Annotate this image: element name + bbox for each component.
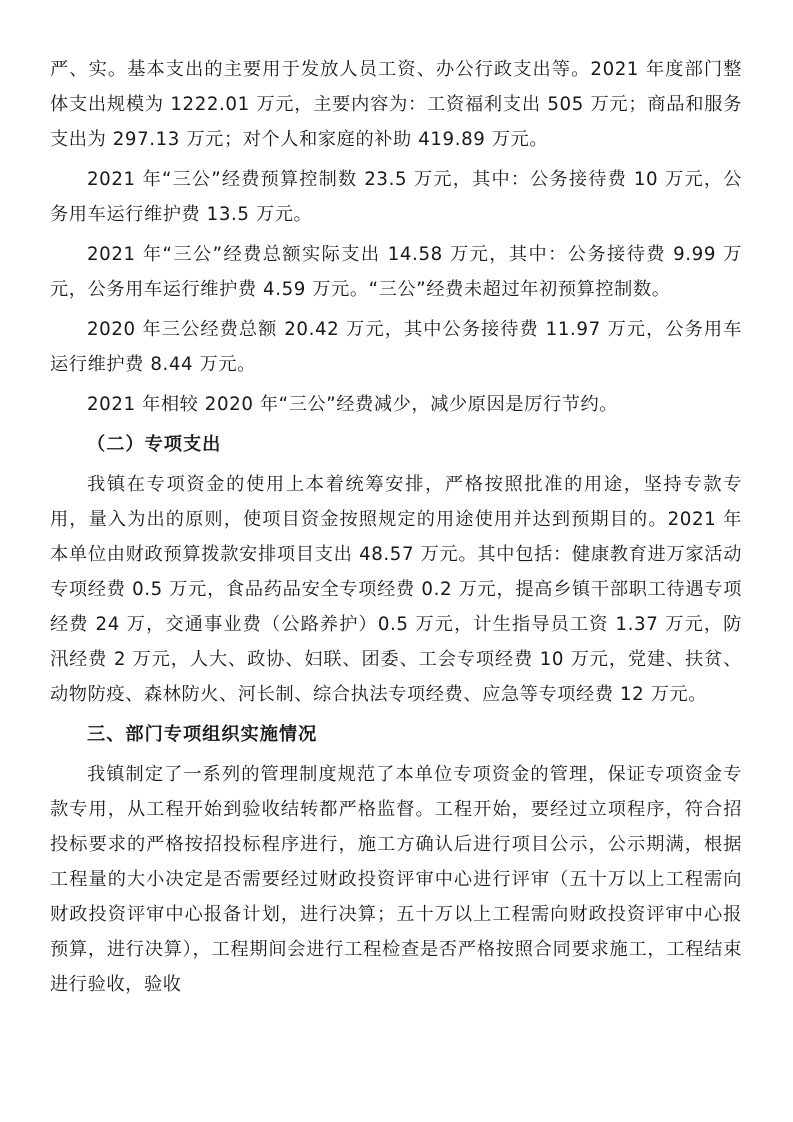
paragraph-three-public-actual: 2021 年“三公”经费总额实际支出 14.58 万元，其中：公务接待费 9.99 万元，公务用车运行维护费 4.59 万元。“三公”经费未超过年初预算控制数。 xyxy=(50,244,742,300)
paragraph-implementation: 我镇制定了一系列的管理制度规范了本单位专项资金的管理，保证专项资金专款专用，从工程开始到验收结转都严格监督。工程开始，要经过立项程序，符合招投标要求的严格按招投标程序进行，施工方确认后进行项目公示，公示期满，根据工程量的大小决定是否需要经过财政投资评审中心进行评审（五十万以上工程需向财政投资评审中心报备计划，进行决算；五十万以上工程需向财政投资评审中心报预算，进行决算），工程期间会进行工程检查是否严格按照合同要求施工，工程结束进行验收，验收 xyxy=(50,764,742,995)
paragraph-three-public-comparison: 2021 年相较 2020 年“三公”经费减少，减少原因是厉行节约。 xyxy=(87,394,619,415)
paragraph-overall-expenditure: 严、实。基本支出的主要用于发放人员工资、办公行政支出等。2021 年度部门整体支出规模为 1222.01 万元，主要内容为：工资福利支出 505 万元；商品和服务支出为 297.13 万元；对个人和家庭的补助 419.89 万元。 xyxy=(50,59,742,150)
document-body xyxy=(50,52,742,1002)
paragraph-three-public-budget: 2021 年“三公”经费预算控制数 23.5 万元，其中：公务接待费 10 万元，公务用车运行维护费 13.5 万元。 xyxy=(50,169,742,225)
section-heading-special-expenditure: （二）专项支出 xyxy=(87,434,222,455)
paragraph-special-funds: 我镇在专项资金的使用上本着统筹安排，严格按照批准的用途，坚持专款专用，量入为出的原则，使项目资金按照规定的用途使用并达到预期目的。2021 年本单位由财政预算拨款安排项目支出 48.57 万元。其中包括：健康教育进万家活动专项经费 0.5 万元，食品药品安全专项经费 0.2 万元，提高乡镇干部职工待遇专项经费 24 万，交通事业费（公路养护）0.5 万元，计生指导员工资 1.37 万元，防汛经费 2 万元，人大、政协、妇联、团委、工会专项经费 10 万元，党建、扶贫、动物防疫、森林防火、河长制、综合执法专项经费、应急等专项经费 12 万元。 xyxy=(50,474,742,705)
paragraph-three-public-2020: 2020 年三公经费总额 20.42 万元，其中公务接待费 11.97 万元，公务用车运行维护费 8.44 万元。 xyxy=(50,319,742,375)
section-heading-implementation: 三、部门专项组织实施情况 xyxy=(87,724,318,745)
